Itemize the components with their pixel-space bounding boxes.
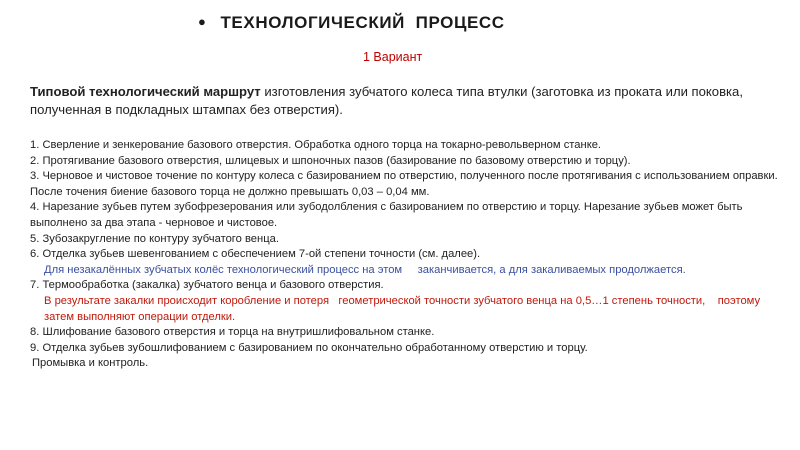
intro-rest: изготовления зубчатого колеса типа втулки (заготовка из проката или поковка, полученная в подкладных штампах без отверстия). <box>30 84 743 117</box>
step-1: 1. Сверление и зенкерование базового отверстия. Обработка одного торца на токарно-револьверном станке. <box>30 139 602 151</box>
step-6: 6. Отделка зубьев шевенгованием с обеспечением 7-ой степени точности (см. далее). <box>30 248 481 261</box>
steps-list <box>30 138 785 372</box>
step-4: 4. Нарезание зубьев путем зубофрезерования или зубодолбления с базированием по отверстию и торцу. Нарезание зубьев может быть выполнено за два этапа - черновое и чистовое. <box>30 201 743 229</box>
step-3: 3. Черновое и чистовое точение по контуру колеса с базированием по отверстию, полученного после протягивания с использованием оправки. После точения биение базового торца не должно превышать 0,03 – 0,04 мм. <box>30 170 778 198</box>
intro-bold: Типовой технологический маршрут <box>30 84 261 99</box>
step-2: 2. Протягивание базового отверстия, шлицевых и шпоночных пазов (базирование по базовому отверстию и торцу). <box>30 154 631 167</box>
step-9: 9. Отделка зубьев зубошлифованием с базированием по окончательно обработанному отверстию и торцу. <box>30 341 588 354</box>
intro-paragraph <box>30 83 778 119</box>
step-7: 7. Термообработка (закалка) зубчатого венца и базового отверстия. <box>30 279 384 292</box>
step-8: 8. Шлифование базового отверстия и торца на внутришлифовальном станке. <box>30 326 435 339</box>
bullet-icon: ● <box>198 14 207 29</box>
step-5: 5. Зубозакругление по контуру зубчатого венца. <box>30 232 279 245</box>
note-red: В результате закалки происходит коробление и потеря геометрической точности зубчатого венца на 0,5…1 степень точности, поэтому затем выполняют операции отделки. <box>44 294 767 323</box>
page-title <box>198 13 505 33</box>
final-step: Промывка и контроль. <box>32 357 149 370</box>
variant-label: 1 Вариант <box>363 50 423 64</box>
note-blue: Для незакалённых зубчатых колёс технологический процесс на этом заканчивается, а для закаливаемых продолжается. <box>44 263 686 276</box>
page-title-text: ТЕХНОЛОГИЧЕСКИЙ ПРОЦЕСС <box>220 13 505 32</box>
